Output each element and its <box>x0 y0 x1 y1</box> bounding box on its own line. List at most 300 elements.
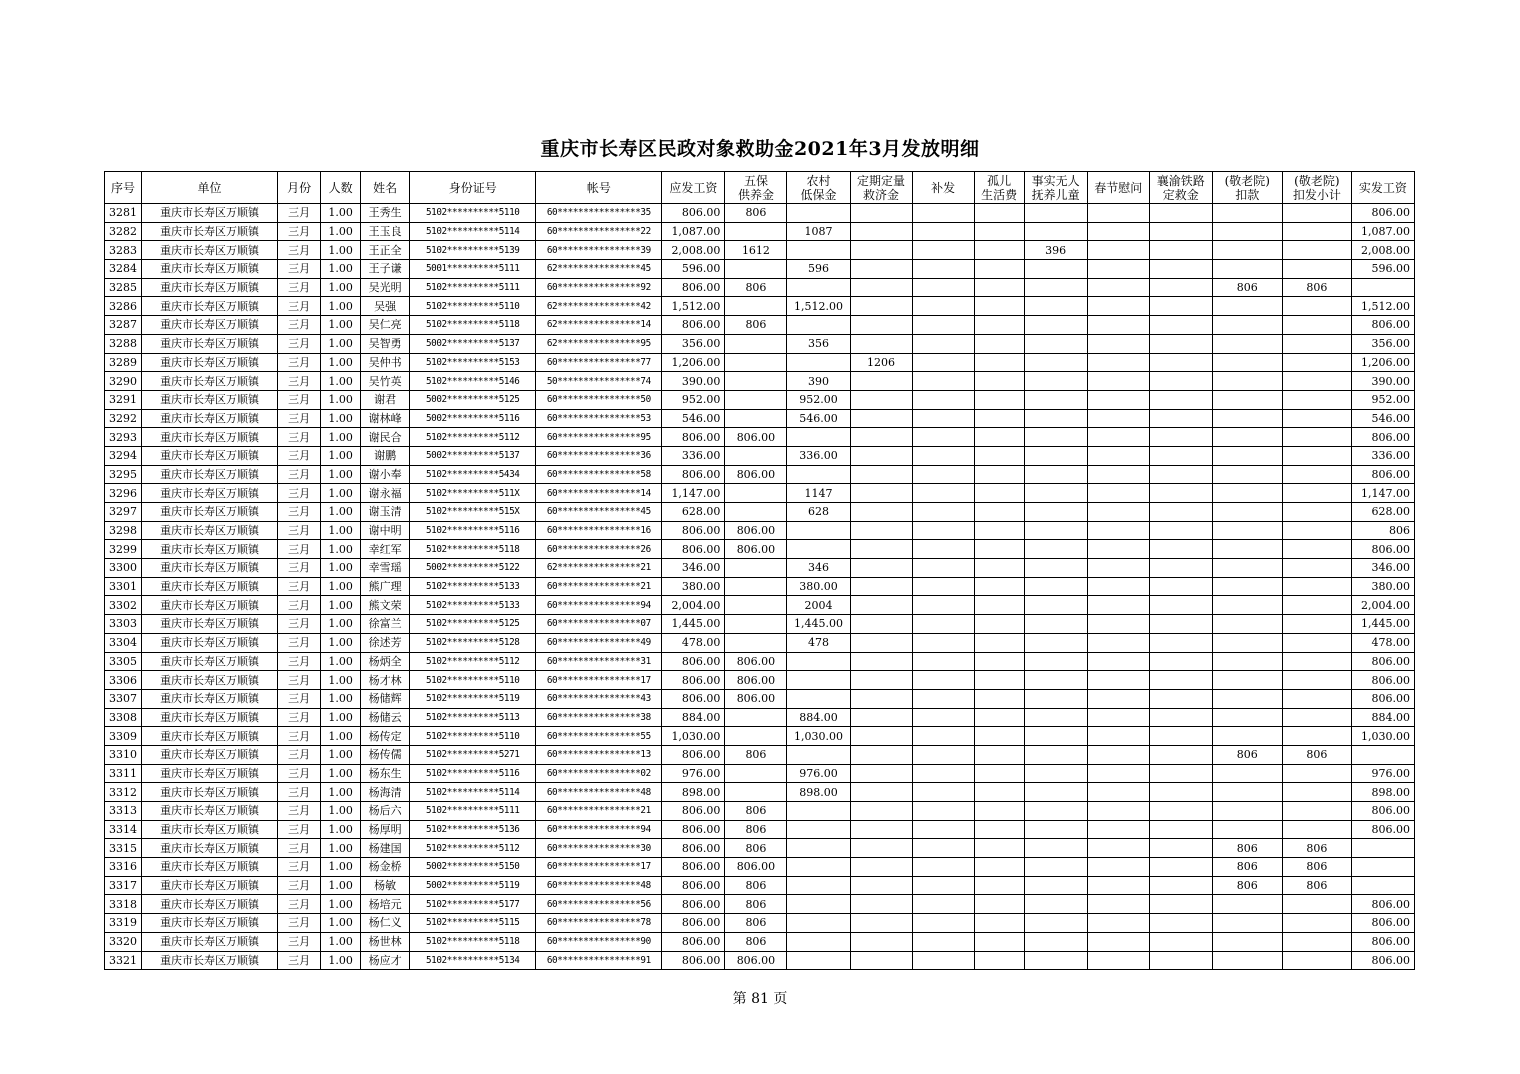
table-cell: 546.00 <box>1351 409 1414 428</box>
table-cell: 3299 <box>105 540 142 559</box>
table-cell <box>912 446 974 465</box>
table-cell <box>787 241 850 260</box>
table-cell: 806 <box>1282 858 1351 877</box>
table-cell: 62****************45 <box>536 260 662 279</box>
table-cell: 5102**********5114 <box>410 783 536 802</box>
table-cell: 806.00 <box>725 465 787 484</box>
table-cell <box>1212 409 1282 428</box>
table-cell <box>1024 465 1087 484</box>
table-cell <box>1282 951 1351 970</box>
table-cell: 60****************56 <box>536 895 662 914</box>
table-cell: 1206 <box>850 353 912 372</box>
table-cell <box>1149 876 1212 895</box>
table-cell: 3301 <box>105 577 142 596</box>
table-cell: 重庆市长寿区万顺镇 <box>142 895 278 914</box>
table-cell: 5002**********5125 <box>410 390 536 409</box>
table-cell: 重庆市长寿区万顺镇 <box>142 390 278 409</box>
table-cell <box>725 409 787 428</box>
table-cell: 3312 <box>105 783 142 802</box>
table-cell: 三月 <box>278 297 321 316</box>
table-cell: 谢鹏 <box>361 446 410 465</box>
table-cell <box>1087 316 1149 335</box>
table-cell: 王秀生 <box>361 204 410 223</box>
table-cell <box>1282 409 1351 428</box>
table-cell <box>1212 764 1282 783</box>
table-cell: 三月 <box>278 316 321 335</box>
table-cell: 806.00 <box>725 521 787 540</box>
table-cell <box>1024 446 1087 465</box>
table-cell <box>1282 446 1351 465</box>
table-row <box>105 297 1415 316</box>
table-cell <box>1024 932 1087 951</box>
table-cell <box>912 521 974 540</box>
table-cell: 806.00 <box>1351 204 1414 223</box>
table-cell <box>974 297 1024 316</box>
table-cell: 380.00 <box>787 577 850 596</box>
table-cell <box>850 689 912 708</box>
table-row <box>105 689 1415 708</box>
table-cell: 5102**********5111 <box>410 802 536 821</box>
table-cell: 5002**********5116 <box>410 409 536 428</box>
table-cell: 976.00 <box>1351 764 1414 783</box>
table-cell <box>1149 503 1212 522</box>
table-cell: 三月 <box>278 951 321 970</box>
table-cell <box>1282 652 1351 671</box>
table-cell <box>725 727 787 746</box>
table-cell <box>974 409 1024 428</box>
table-cell: 806.00 <box>662 428 725 447</box>
table-cell: 3298 <box>105 521 142 540</box>
table-cell: 重庆市长寿区万顺镇 <box>142 465 278 484</box>
table-cell <box>912 465 974 484</box>
table-cell <box>1024 671 1087 690</box>
table-cell <box>1024 353 1087 372</box>
table-cell: 5102**********5134 <box>410 951 536 970</box>
table-cell: 60****************39 <box>536 241 662 260</box>
table-cell: 重庆市长寿区万顺镇 <box>142 633 278 652</box>
table-cell: 5102**********5271 <box>410 745 536 764</box>
table-cell: 806 <box>1282 839 1351 858</box>
table-cell: 3304 <box>105 633 142 652</box>
table-cell <box>912 222 974 241</box>
table-cell: 三月 <box>278 372 321 391</box>
table-cell <box>1024 204 1087 223</box>
table-cell <box>1212 671 1282 690</box>
table-cell <box>1024 839 1087 858</box>
table-cell: 60****************90 <box>536 932 662 951</box>
table-cell: 596.00 <box>1351 260 1414 279</box>
table-cell <box>912 876 974 895</box>
table-cell <box>1212 465 1282 484</box>
table-cell <box>787 278 850 297</box>
table-cell: 1.00 <box>321 465 361 484</box>
table-cell <box>850 241 912 260</box>
table-cell <box>850 708 912 727</box>
table-cell: 596.00 <box>662 260 725 279</box>
table-cell: 三月 <box>278 932 321 951</box>
table-cell <box>725 708 787 727</box>
table-cell: 806.00 <box>725 540 787 559</box>
table-cell <box>1351 278 1414 297</box>
table-cell: 三月 <box>278 839 321 858</box>
table-cell <box>1087 727 1149 746</box>
table-cell <box>1087 503 1149 522</box>
table-cell: 1.00 <box>321 278 361 297</box>
table-cell <box>1149 839 1212 858</box>
table-cell <box>1149 577 1212 596</box>
table-cell <box>1212 802 1282 821</box>
table-cell: 三月 <box>278 222 321 241</box>
table-cell: 2,008.00 <box>662 241 725 260</box>
table-cell <box>912 727 974 746</box>
table-cell: 谢永福 <box>361 484 410 503</box>
table-cell: 杨传儒 <box>361 745 410 764</box>
table-cell: 三月 <box>278 689 321 708</box>
table-cell <box>912 951 974 970</box>
table-cell: 3305 <box>105 652 142 671</box>
table-cell <box>1149 745 1212 764</box>
table-cell <box>1212 914 1282 933</box>
table-cell <box>912 633 974 652</box>
table-cell: 62****************21 <box>536 559 662 578</box>
table-cell: 三月 <box>278 914 321 933</box>
table-cell: 3321 <box>105 951 142 970</box>
table-cell <box>974 689 1024 708</box>
table-cell: 60****************77 <box>536 353 662 372</box>
table-cell <box>912 839 974 858</box>
table-cell <box>1149 222 1212 241</box>
table-cell <box>1212 577 1282 596</box>
table-cell: 806.00 <box>1351 540 1414 559</box>
table-cell: 三月 <box>278 353 321 372</box>
table-cell: 重庆市长寿区万顺镇 <box>142 652 278 671</box>
table-cell: 吴仁亮 <box>361 316 410 335</box>
table-cell: 952.00 <box>1351 390 1414 409</box>
table-row <box>105 596 1415 615</box>
table-cell <box>1149 858 1212 877</box>
table-cell <box>850 615 912 634</box>
table-cell: 三月 <box>278 278 321 297</box>
table-cell <box>787 802 850 821</box>
table-cell: 杨传定 <box>361 727 410 746</box>
table-row <box>105 577 1415 596</box>
table-cell: 806.00 <box>662 802 725 821</box>
column-header: 应发工资 <box>662 172 725 204</box>
table-cell <box>1212 820 1282 839</box>
table-cell: 三月 <box>278 503 321 522</box>
table-cell <box>850 297 912 316</box>
table-cell: 三月 <box>278 428 321 447</box>
table-cell <box>725 353 787 372</box>
table-body <box>105 204 1415 970</box>
table-cell: 三月 <box>278 802 321 821</box>
table-cell <box>725 297 787 316</box>
table-cell <box>1149 241 1212 260</box>
table-cell: 806.00 <box>1351 652 1414 671</box>
table-cell <box>912 204 974 223</box>
table-cell: 2004 <box>787 596 850 615</box>
table-cell: 重庆市长寿区万顺镇 <box>142 503 278 522</box>
table-cell <box>850 559 912 578</box>
table-cell: 60****************50 <box>536 390 662 409</box>
table-cell <box>850 316 912 335</box>
table-cell <box>1282 596 1351 615</box>
table-cell <box>787 689 850 708</box>
table-cell: 478.00 <box>662 633 725 652</box>
table-cell <box>1351 839 1414 858</box>
table-cell <box>850 278 912 297</box>
table-cell <box>912 540 974 559</box>
table-cell: 重庆市长寿区万顺镇 <box>142 540 278 559</box>
table-cell <box>1087 446 1149 465</box>
table-row <box>105 876 1415 895</box>
table-cell: 806 <box>1282 745 1351 764</box>
table-cell: 1,445.00 <box>1351 615 1414 634</box>
table-cell: 幸红军 <box>361 540 410 559</box>
table-cell <box>1149 764 1212 783</box>
table-cell: 重庆市长寿区万顺镇 <box>142 241 278 260</box>
table-cell: 336.00 <box>1351 446 1414 465</box>
table-cell: 吴仲书 <box>361 353 410 372</box>
table-cell <box>1282 260 1351 279</box>
table-cell <box>1149 353 1212 372</box>
table-cell: 重庆市长寿区万顺镇 <box>142 858 278 877</box>
table-cell: 重庆市长寿区万顺镇 <box>142 671 278 690</box>
table-cell <box>974 446 1024 465</box>
table-row <box>105 390 1415 409</box>
table-cell <box>974 783 1024 802</box>
table-cell: 5102**********5139 <box>410 241 536 260</box>
table-cell: 5102**********5119 <box>410 689 536 708</box>
table-cell <box>850 671 912 690</box>
table-cell <box>1024 390 1087 409</box>
table-cell <box>1282 241 1351 260</box>
column-header: 序号 <box>105 172 142 204</box>
table-cell: 1.00 <box>321 503 361 522</box>
table-cell <box>1282 671 1351 690</box>
table-cell <box>1087 353 1149 372</box>
table-cell <box>1149 596 1212 615</box>
table-cell: 806.00 <box>1351 932 1414 951</box>
table-cell: 杨仁义 <box>361 914 410 933</box>
table-cell <box>787 858 850 877</box>
table-cell <box>912 503 974 522</box>
table-cell <box>1024 802 1087 821</box>
table-cell: 62****************95 <box>536 334 662 353</box>
table-row <box>105 353 1415 372</box>
table-cell <box>787 745 850 764</box>
table-cell: 5102**********5125 <box>410 615 536 634</box>
table-cell <box>850 484 912 503</box>
table-row <box>105 409 1415 428</box>
table-cell: 1,512.00 <box>787 297 850 316</box>
table-cell: 884.00 <box>662 708 725 727</box>
table-cell <box>912 260 974 279</box>
table-cell: 5102**********5112 <box>410 839 536 858</box>
table-cell: 346.00 <box>662 559 725 578</box>
table-cell: 5102**********5136 <box>410 820 536 839</box>
table-cell <box>1087 260 1149 279</box>
table-cell <box>850 745 912 764</box>
table-cell: 1.00 <box>321 633 361 652</box>
table-cell: 396 <box>1024 241 1087 260</box>
table-cell: 1,512.00 <box>1351 297 1414 316</box>
column-header: (敬老院) 扣发小计 <box>1282 172 1351 204</box>
table-cell <box>1024 652 1087 671</box>
table-cell <box>1282 895 1351 914</box>
table-cell <box>850 596 912 615</box>
table-cell: 60****************94 <box>536 820 662 839</box>
table-cell <box>1024 278 1087 297</box>
table-cell: 806 <box>725 316 787 335</box>
table-cell <box>1087 839 1149 858</box>
table-cell: 5102**********5153 <box>410 353 536 372</box>
table-cell <box>912 764 974 783</box>
table-cell: 三月 <box>278 409 321 428</box>
table-cell: 1.00 <box>321 895 361 914</box>
table-cell <box>850 633 912 652</box>
table-cell <box>725 372 787 391</box>
table-cell: 806.00 <box>662 204 725 223</box>
table-cell: 三月 <box>278 727 321 746</box>
table-cell: 898.00 <box>1351 783 1414 802</box>
table-row <box>105 932 1415 951</box>
table-cell: 1.00 <box>321 260 361 279</box>
table-cell: 1.00 <box>321 204 361 223</box>
table-cell: 60****************78 <box>536 914 662 933</box>
table-cell: 1.00 <box>321 521 361 540</box>
table-cell: 5102**********5118 <box>410 540 536 559</box>
table-cell <box>1087 708 1149 727</box>
table-cell <box>974 334 1024 353</box>
table-cell <box>1024 428 1087 447</box>
table-cell: 5102**********5115 <box>410 914 536 933</box>
table-cell <box>1149 521 1212 540</box>
table-cell: 1.00 <box>321 783 361 802</box>
table-cell <box>1212 540 1282 559</box>
column-header: 五保 供养金 <box>725 172 787 204</box>
table-cell: 王玉良 <box>361 222 410 241</box>
table-cell: 60****************07 <box>536 615 662 634</box>
table-cell: 806.00 <box>662 316 725 335</box>
table-cell <box>1087 297 1149 316</box>
table-cell <box>1149 334 1212 353</box>
table-cell <box>1024 689 1087 708</box>
table-cell: 5102**********511X <box>410 484 536 503</box>
table-cell: 806 <box>1351 521 1414 540</box>
table-cell <box>974 540 1024 559</box>
table-row <box>105 521 1415 540</box>
table-cell: 三月 <box>278 820 321 839</box>
table-cell <box>1282 708 1351 727</box>
table-cell: 吴竹英 <box>361 372 410 391</box>
table-cell: 3285 <box>105 278 142 297</box>
table-cell: 三月 <box>278 204 321 223</box>
table-cell <box>974 278 1024 297</box>
table-cell <box>912 615 974 634</box>
table-cell <box>1149 671 1212 690</box>
table-header <box>105 172 1415 204</box>
table-cell: 60****************30 <box>536 839 662 858</box>
table-cell: 5102**********5146 <box>410 372 536 391</box>
table-cell: 三月 <box>278 876 321 895</box>
table-cell: 3318 <box>105 895 142 914</box>
table-cell <box>1087 951 1149 970</box>
table-cell: 重庆市长寿区万顺镇 <box>142 951 278 970</box>
table-cell: 1,445.00 <box>662 615 725 634</box>
table-cell: 3300 <box>105 559 142 578</box>
table-cell: 三月 <box>278 745 321 764</box>
table-cell <box>1282 820 1351 839</box>
table-cell: 三月 <box>278 895 321 914</box>
table-cell: 三月 <box>278 858 321 877</box>
table-cell <box>850 839 912 858</box>
table-cell: 546.00 <box>787 409 850 428</box>
table-row <box>105 260 1415 279</box>
table-cell: 806.00 <box>662 858 725 877</box>
column-header: 春节慰问 <box>1087 172 1149 204</box>
table-cell: 2,008.00 <box>1351 241 1414 260</box>
table-cell: 1147 <box>787 484 850 503</box>
table-cell <box>1282 297 1351 316</box>
table-cell: 1,206.00 <box>1351 353 1414 372</box>
table-cell: 三月 <box>278 484 321 503</box>
table-cell: 1.00 <box>321 802 361 821</box>
table-cell <box>912 428 974 447</box>
table-cell <box>974 559 1024 578</box>
table-cell: 3289 <box>105 353 142 372</box>
table-cell: 806.00 <box>1351 820 1414 839</box>
table-cell: 吴智勇 <box>361 334 410 353</box>
table-cell <box>1024 484 1087 503</box>
table-cell: 806 <box>1212 858 1282 877</box>
header-row <box>105 172 1415 204</box>
table-cell: 王正全 <box>361 241 410 260</box>
table-cell: 重庆市长寿区万顺镇 <box>142 783 278 802</box>
table-cell <box>1087 932 1149 951</box>
table-row <box>105 241 1415 260</box>
table-cell <box>974 222 1024 241</box>
table-cell <box>850 727 912 746</box>
table-cell: 重庆市长寿区万顺镇 <box>142 260 278 279</box>
table-cell: 806.00 <box>662 951 725 970</box>
table-cell: 806 <box>1212 839 1282 858</box>
table-cell <box>1024 895 1087 914</box>
table-cell <box>974 858 1024 877</box>
table-cell: 1.00 <box>321 914 361 933</box>
table-row <box>105 334 1415 353</box>
table-cell: 重庆市长寿区万顺镇 <box>142 334 278 353</box>
table-cell <box>912 596 974 615</box>
table-cell: 60****************22 <box>536 222 662 241</box>
table-cell <box>1087 820 1149 839</box>
table-cell: 806.00 <box>725 858 787 877</box>
table-cell <box>1149 278 1212 297</box>
table-cell: 60****************48 <box>536 783 662 802</box>
table-cell: 806.00 <box>1351 316 1414 335</box>
table-cell <box>912 932 974 951</box>
table-cell: 1.00 <box>321 745 361 764</box>
table-cell <box>1024 260 1087 279</box>
table-cell: 356 <box>787 334 850 353</box>
table-cell <box>974 260 1024 279</box>
table-cell: 1.00 <box>321 858 361 877</box>
table-cell: 60****************94 <box>536 596 662 615</box>
table-cell <box>1282 222 1351 241</box>
table-cell <box>912 372 974 391</box>
table-cell <box>1087 802 1149 821</box>
table-cell <box>850 372 912 391</box>
